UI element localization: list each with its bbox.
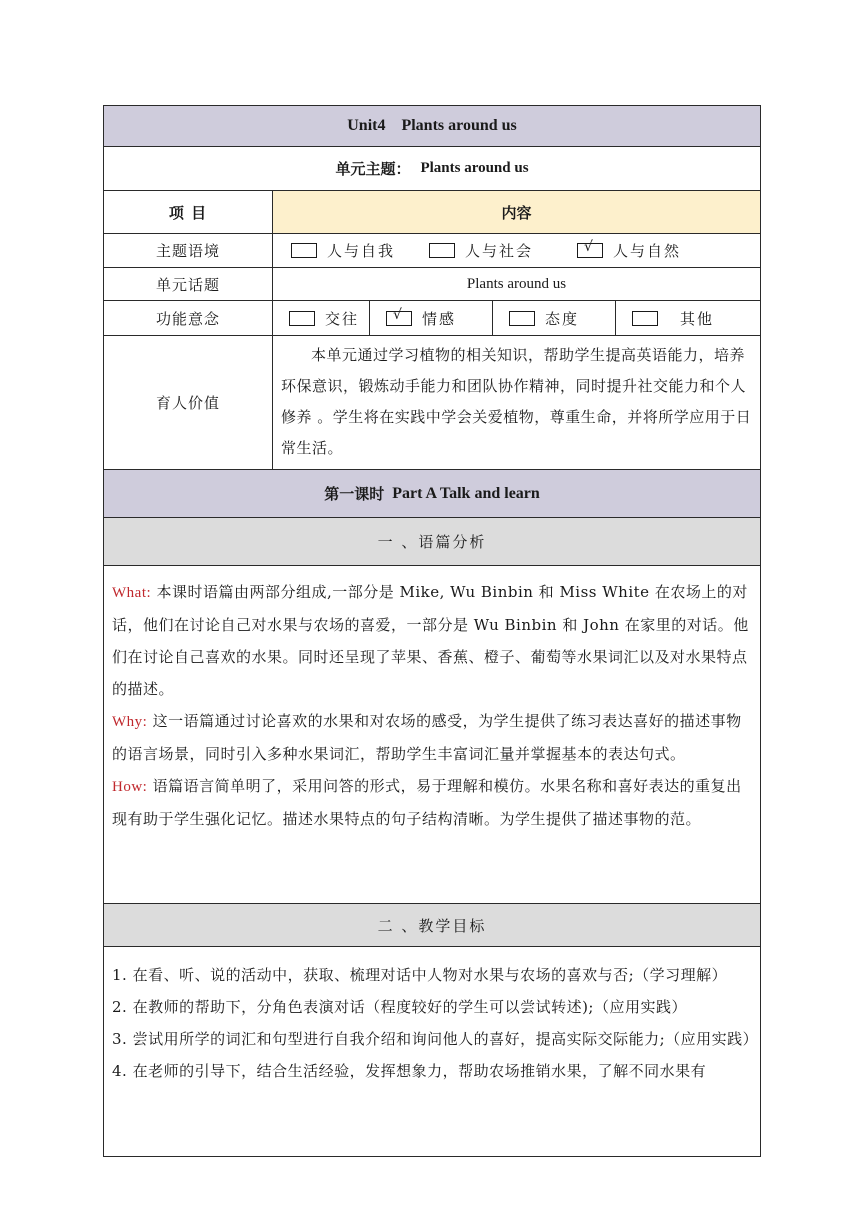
why-paragraph — [112, 705, 752, 770]
function-options — [273, 301, 760, 335]
how-label: How: — [112, 779, 148, 795]
context-row — [104, 234, 760, 268]
content-header: 内容 — [273, 191, 760, 233]
unit-title: Unit4 Plants around us — [347, 117, 517, 134]
unit-theme-row — [104, 147, 760, 191]
context-option-self[interactable] — [291, 240, 395, 261]
context-option-label: 人与自我 — [327, 242, 396, 260]
how-text: 语篇语言简单明了，采用问答的形式，易于理解和模仿。水果名称和喜好表达的重复出现有助于学生强化记忆。描述水果特点的句子结构清晰。为学生提供了描述事物的范。 — [112, 777, 742, 828]
context-option-label: 人与自然 — [613, 242, 682, 260]
checkbox-emotion[interactable] — [386, 306, 412, 326]
theme-value: Plants around us — [420, 160, 529, 176]
objectives-heading: 二 、教学目标 — [377, 916, 487, 935]
topic-label: 单元话题 — [104, 268, 273, 300]
checkbox-other[interactable] — [632, 311, 658, 326]
function-label: 功能意念 — [104, 301, 273, 335]
item-header: 项 目 — [104, 191, 273, 233]
context-label: 主题语境 — [104, 234, 273, 267]
checkbox-communication[interactable] — [289, 311, 315, 326]
lesson-plan-table — [103, 105, 761, 1157]
context-option-society[interactable] — [429, 240, 533, 261]
what-label: What: — [112, 585, 152, 601]
analysis-body-row — [104, 566, 760, 904]
analysis-heading-row — [104, 518, 760, 566]
check-mark-icon: √ — [584, 239, 595, 255]
theme-label: 单元主题： — [335, 160, 411, 178]
function-option-other[interactable] — [616, 301, 760, 335]
what-paragraph — [112, 576, 752, 705]
values-text: 本单元通过学习植物的相关知识，帮助学生提高英语能力，培养环保意识，锻炼动手能力和团队协作精神，同时提升社交能力和个人修养 。学生将在实践中学会关爱植物，尊重生命，并将所学应用于日常生活。 — [281, 346, 752, 457]
function-option-attitude[interactable] — [493, 301, 616, 335]
lesson1-row — [104, 470, 760, 518]
objective-item: 2. 在教师的帮助下，分角色表演对话（程度较好的学生可以尝试转述);（应用实践） — [112, 998, 687, 1016]
check-mark-icon: √ — [393, 306, 404, 323]
function-option-label: 态度 — [545, 309, 580, 328]
why-text: 这一语篇通过讨论喜欢的水果和对农场的感受，为学生提供了练习表达喜好的描述事物的语言场景，同时引入多种水果词汇，帮助学生丰富词汇量并掌握基本的表达句式。 — [112, 712, 742, 763]
what-text: 本课时语篇由两部分组成,一部分是 Mike, Wu Binbin 和 Miss White 在农场上的对话，他们在讨论自己对水果与农场的喜爱，一部分是 Wu Binbin 和 John 在家里的对话。他们在讨论自己喜欢的水果。同时还呈现了苹果、香蕉、橙子、葡萄等水果词汇以及对水果特点的描述。 — [112, 583, 749, 698]
topic-row — [104, 268, 760, 301]
topic-value: Plants around us — [466, 275, 567, 292]
context-options — [273, 234, 760, 267]
lesson1-title: Part A Talk and learn — [392, 484, 540, 502]
analysis-body — [104, 566, 760, 903]
objective-item: 3. 尝试用所学的词汇和句型进行自我介绍和询问他人的喜好，提高实际交际能力;（应用实践） — [112, 1030, 759, 1048]
context-option-nature[interactable] — [577, 240, 681, 261]
context-option-label: 人与社会 — [465, 242, 534, 260]
objective-item: 1. 在看、听、说的活动中，获取、梳理对话中人物对水果与农场的喜欢与否;（学习理解） — [112, 966, 728, 984]
function-option-communication[interactable] — [273, 301, 370, 335]
objective-item: 4. 在老师的引导下，结合生活经验，发挥想象力，帮助农场推销水果，了解不同水果有 — [112, 1062, 707, 1080]
checkbox-society[interactable] — [429, 243, 455, 258]
function-option-emotion[interactable] — [370, 301, 493, 335]
objectives-heading-row — [104, 904, 760, 947]
objectives-body-row — [104, 947, 760, 1157]
function-option-label: 情感 — [422, 309, 457, 328]
analysis-heading: 一 、语篇分析 — [377, 533, 487, 551]
objectives-body — [104, 947, 760, 1156]
function-row — [104, 301, 760, 336]
lesson1-label: 第一课时 — [324, 485, 385, 503]
unit-title-row — [104, 106, 760, 147]
how-paragraph — [112, 770, 752, 835]
values-cell — [273, 336, 760, 469]
checkbox-self[interactable] — [291, 243, 317, 258]
function-option-label: 交往 — [325, 309, 360, 328]
values-label: 育人价值 — [104, 336, 273, 469]
checkbox-nature[interactable] — [577, 239, 603, 258]
table-head-row — [104, 191, 760, 234]
values-row — [104, 336, 760, 470]
checkbox-attitude[interactable] — [509, 311, 535, 326]
function-option-label: 其他 — [680, 309, 715, 328]
why-label: Why: — [112, 714, 148, 730]
